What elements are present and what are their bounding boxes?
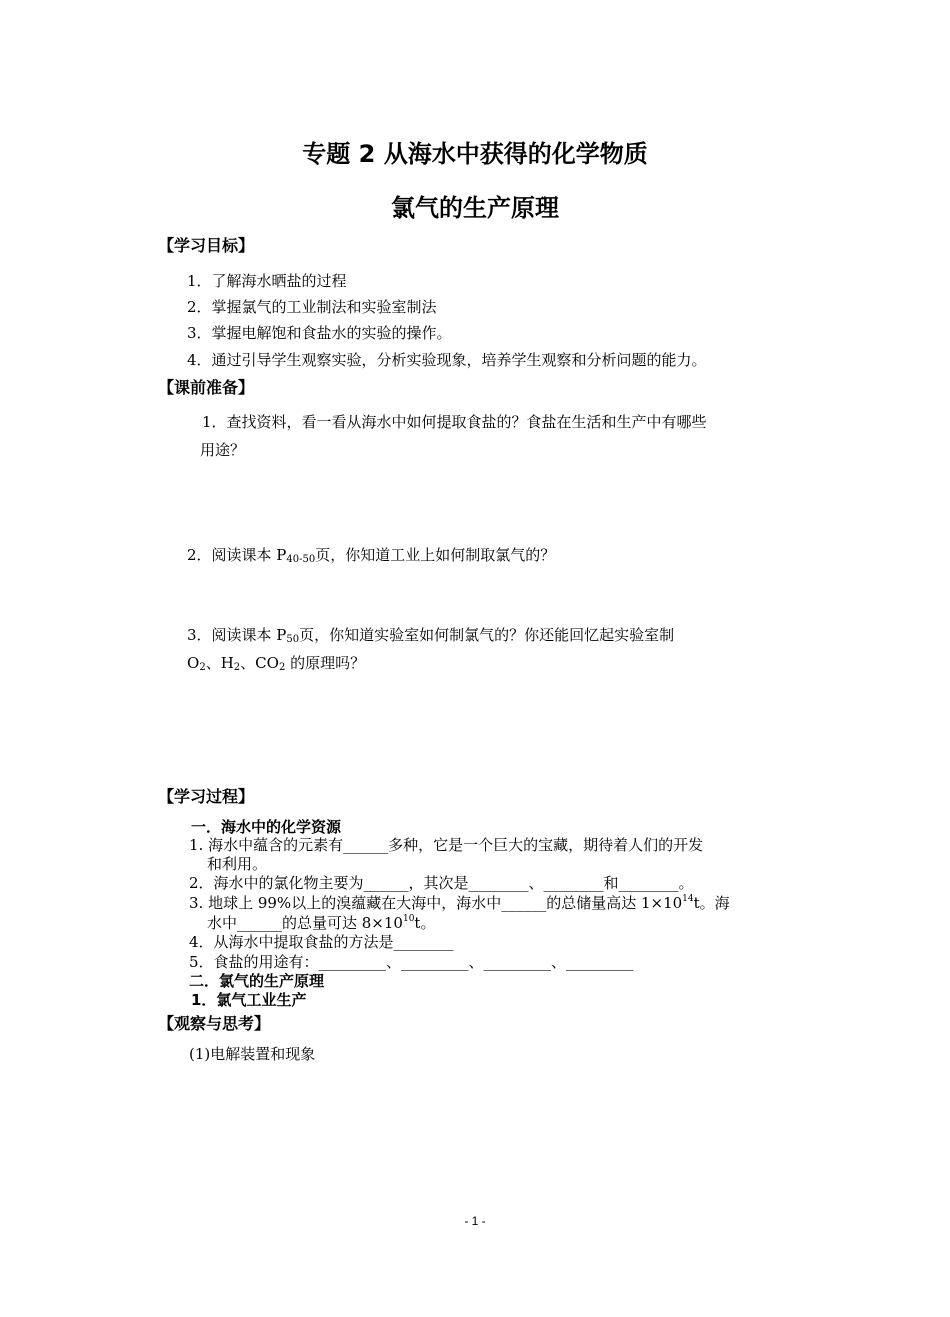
part-2-subtitle: 1．氯气工业生产 (191, 991, 307, 1009)
process-line-1b: 和利用。 (207, 855, 268, 873)
page-number: - 1 - (464, 1214, 486, 1228)
objective-item-3: 3．掌握电解饱和食盐水的实验的操作。 (187, 324, 452, 342)
part-1-title: 一．海水中的化学资源 (191, 818, 342, 836)
prep-question-3-line-1: 3．阅读课本 $P_{50}$页，你知道实验室如何制氯气的？你还能回忆起实验室制 (187, 626, 675, 645)
document-subtitle: 氯气的生产原理 (391, 194, 559, 222)
process-line-2: 2．海水中的氯化物主要为______，其次是________、________和________。 (189, 874, 694, 892)
prep-heading: 【课前准备】 (158, 378, 255, 397)
process-line-4: 4．从海水中提取食盐的方法是________ (189, 933, 454, 951)
prep-question-3-line-2: $O_2$、$H_2$、$CO_2$ 的原理吗？ (187, 654, 366, 673)
objectives-heading: 【学习目标】 (158, 236, 255, 255)
process-line-3a: 3. 地球上 99%以上的溴蕴藏在大海中，海水中______的总储量高达 $1\times 10^{14}t$。海 (189, 894, 730, 912)
process-line-1a: 1. 海水中蕴含的元素有______多种，它是一个巨大的宝藏，期待着人们的开发 (189, 836, 704, 854)
objective-item-1: 1．了解海水晒盐的过程 (187, 272, 347, 290)
document-title: 专题 2 从海水中获得的化学物质 (302, 140, 648, 168)
prep-question-1-line-2: 用途？ (200, 441, 246, 459)
observe-item-1: (1)电解装置和现象 (189, 1045, 316, 1063)
process-line-3b: 水中______的总量可达 $8\times 10^{10}t$。 (207, 914, 436, 932)
observe-heading: 【观察与思考】 (158, 1014, 271, 1033)
part-2-title: 二．氯气的生产原理 (189, 972, 325, 990)
process-heading: 【学习过程】 (158, 787, 255, 806)
process-line-5: 5．食盐的用途有：_________、_________、_________、_________ (189, 953, 634, 971)
prep-question-2: 2．阅读课本 $P_{40-50}$页，你知道工业上如何制取氯气的？ (187, 546, 556, 565)
prep-question-1-line-1: 1．查找资料，看一看从海水中如何提取食盐的？食盐在生活和生产中有哪些 (202, 413, 707, 431)
objective-item-2: 2．掌握氯气的工业制法和实验室制法 (187, 298, 437, 316)
objective-item-4: 4．通过引导学生观察实验，分析实验现象，培养学生观察和分析问题的能力。 (187, 351, 707, 369)
